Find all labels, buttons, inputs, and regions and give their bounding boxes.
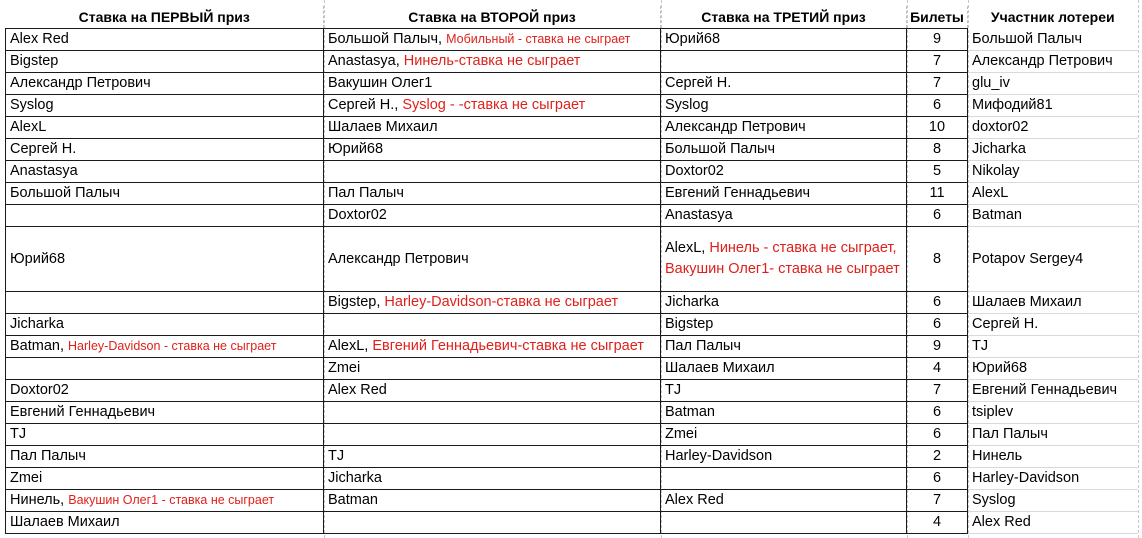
bet-note: Harley-Davidson - ставка не сыграет bbox=[68, 339, 277, 353]
tickets-cell[interactable] bbox=[907, 314, 968, 336]
bet-note: Вакушин Олег1 - ставка не сыграет bbox=[68, 493, 275, 507]
table-row bbox=[6, 161, 1138, 183]
third-prize-cell[interactable] bbox=[661, 358, 907, 380]
participant-name: Мифодий81 bbox=[972, 97, 1053, 113]
bet-name: Александр Петрович bbox=[328, 250, 469, 267]
participant-name: doxtor02 bbox=[972, 119, 1029, 135]
table-row bbox=[6, 336, 1138, 358]
bet-note: Нинель-ставка не сыграет bbox=[403, 53, 581, 69]
first-prize-cell[interactable] bbox=[6, 139, 324, 161]
bet-name: Alex Red bbox=[328, 382, 387, 398]
bet-name: Александр Петрович bbox=[10, 75, 151, 91]
table-row bbox=[6, 512, 1138, 534]
second-prize-cell[interactable] bbox=[324, 161, 661, 183]
participant-cell[interactable] bbox=[968, 73, 1138, 95]
bet-name: AlexL, bbox=[328, 338, 373, 354]
participant-cell[interactable] bbox=[968, 183, 1138, 205]
participant-name: Syslog bbox=[972, 492, 1016, 508]
third-prize-cell[interactable] bbox=[661, 380, 907, 402]
ticket-count: 7 bbox=[932, 492, 942, 508]
tickets-cell[interactable] bbox=[907, 95, 968, 117]
bet-name: Bigstep bbox=[665, 316, 714, 332]
third-prize-cell[interactable] bbox=[661, 490, 907, 512]
ticket-count: 6 bbox=[932, 207, 942, 223]
bet-name: Anastasya bbox=[10, 163, 78, 179]
table-row bbox=[6, 227, 1138, 292]
participant-name: tsiplev bbox=[972, 404, 1014, 420]
second-prize-cell[interactable] bbox=[324, 205, 661, 227]
tickets-cell[interactable] bbox=[907, 490, 968, 512]
header-row bbox=[6, 6, 1138, 29]
header-first-prize[interactable]: Ставка на ПЕРВЫЙ приз bbox=[6, 6, 324, 29]
first-prize-cell[interactable] bbox=[6, 512, 324, 534]
third-prize-cell[interactable] bbox=[661, 205, 907, 227]
first-prize-cell[interactable] bbox=[6, 73, 324, 95]
participant-name: Nikolay bbox=[972, 163, 1020, 179]
header-participant[interactable]: Участник лотереи bbox=[990, 9, 1115, 26]
bet-note: Мобильный - ставка не сыграет bbox=[446, 32, 631, 46]
third-prize-cell[interactable] bbox=[661, 29, 907, 51]
bet-name: Syslog bbox=[665, 97, 709, 113]
table-row bbox=[6, 73, 1138, 95]
table-row bbox=[6, 314, 1138, 336]
second-prize-cell[interactable] bbox=[324, 512, 661, 534]
bet-name: Doxtor02 bbox=[10, 382, 69, 398]
participant-cell[interactable] bbox=[968, 358, 1138, 380]
bet-name: Юрий68 bbox=[665, 31, 721, 47]
tickets-cell[interactable] bbox=[907, 183, 968, 205]
bet-name: Jicharka bbox=[10, 316, 64, 332]
first-prize-cell[interactable] bbox=[6, 468, 324, 490]
bet-name: TJ bbox=[10, 426, 27, 442]
third-prize-cell[interactable] bbox=[661, 292, 907, 314]
participant-name: Пал Палыч bbox=[972, 426, 1048, 442]
bet-name: Евгений Геннадьевич bbox=[10, 404, 156, 420]
ticket-count: 5 bbox=[932, 163, 942, 179]
table-row bbox=[6, 117, 1138, 139]
second-prize-cell[interactable] bbox=[324, 380, 661, 402]
bet-name: Евгений Геннадьевич bbox=[665, 185, 811, 201]
third-prize-cell[interactable] bbox=[661, 73, 907, 95]
second-prize-cell[interactable] bbox=[324, 95, 661, 117]
tickets-cell[interactable] bbox=[907, 336, 968, 358]
first-prize-cell[interactable] bbox=[6, 227, 324, 292]
tickets-cell[interactable] bbox=[907, 424, 968, 446]
participant-cell[interactable] bbox=[968, 512, 1138, 534]
bet-name: Zmei bbox=[10, 470, 43, 486]
header-third-prize[interactable]: Ставка на ТРЕТИЙ приз bbox=[661, 6, 907, 29]
second-prize-cell[interactable] bbox=[324, 446, 661, 468]
bet-name: Шалаев Михаил bbox=[665, 360, 775, 376]
bet-name: Alex Red bbox=[10, 31, 69, 47]
tickets-cell[interactable] bbox=[907, 29, 968, 51]
bet-name: TJ bbox=[328, 448, 345, 464]
first-prize-cell[interactable] bbox=[6, 292, 324, 314]
second-prize-cell[interactable] bbox=[324, 336, 661, 358]
first-prize-cell[interactable] bbox=[6, 161, 324, 183]
table-row bbox=[6, 468, 1138, 490]
second-prize-cell[interactable] bbox=[324, 183, 661, 205]
bet-name: AlexL bbox=[10, 119, 47, 135]
bet-name: AlexL, bbox=[665, 239, 710, 256]
first-prize-cell[interactable] bbox=[6, 51, 324, 73]
participant-name: Нинель bbox=[972, 448, 1023, 464]
table-row bbox=[6, 380, 1138, 402]
table-row bbox=[6, 29, 1138, 51]
first-prize-cell[interactable] bbox=[6, 117, 324, 139]
ticket-count: 6 bbox=[932, 316, 942, 332]
third-prize-cell[interactable] bbox=[661, 468, 907, 490]
ticket-count: 6 bbox=[932, 404, 942, 420]
bet-name: TJ bbox=[665, 382, 682, 398]
table-row bbox=[6, 292, 1138, 314]
first-prize-cell[interactable] bbox=[6, 29, 324, 51]
bet-name: Jicharka bbox=[665, 294, 719, 310]
bet-name: Пал Палыч bbox=[328, 185, 404, 201]
bet-name: Bigstep, bbox=[328, 294, 385, 310]
participant-cell[interactable] bbox=[968, 380, 1138, 402]
tickets-cell[interactable] bbox=[907, 512, 968, 534]
table-row bbox=[6, 424, 1138, 446]
second-prize-cell[interactable] bbox=[324, 402, 661, 424]
tickets-cell[interactable] bbox=[907, 358, 968, 380]
participant-name: Евгений Геннадьевич bbox=[972, 382, 1118, 398]
header-tickets[interactable]: Билеты bbox=[907, 6, 968, 29]
tickets-cell[interactable] bbox=[907, 51, 968, 73]
bet-name: Harley-Davidson bbox=[665, 448, 773, 464]
bet-name: Большой Палыч bbox=[665, 141, 776, 157]
participant-cell[interactable] bbox=[968, 314, 1138, 336]
participant-name: Batman bbox=[972, 207, 1022, 223]
participant-cell[interactable] bbox=[968, 292, 1138, 314]
third-prize-cell[interactable] bbox=[661, 183, 907, 205]
first-prize-cell[interactable] bbox=[6, 205, 324, 227]
participant-cell[interactable] bbox=[968, 95, 1138, 117]
bet-name: Шалаев Михаил bbox=[328, 119, 438, 135]
tickets-cell[interactable] bbox=[907, 468, 968, 490]
first-prize-cell[interactable] bbox=[6, 358, 324, 380]
table-row bbox=[6, 51, 1138, 73]
table-row bbox=[6, 205, 1138, 227]
bet-name: Batman bbox=[328, 492, 378, 508]
bet-name: Zmei bbox=[665, 426, 698, 442]
first-prize-cell[interactable] bbox=[6, 95, 324, 117]
tickets-cell[interactable] bbox=[907, 205, 968, 227]
ticket-count: 7 bbox=[932, 75, 942, 91]
lottery-table bbox=[5, 6, 1138, 534]
participant-cell[interactable] bbox=[968, 490, 1138, 512]
third-prize-cell[interactable] bbox=[661, 336, 907, 358]
bet-name: Большой Палыч bbox=[10, 185, 121, 201]
participant-cell[interactable] bbox=[968, 117, 1138, 139]
table-row bbox=[6, 139, 1138, 161]
third-prize-cell[interactable] bbox=[661, 161, 907, 183]
tickets-cell[interactable] bbox=[907, 380, 968, 402]
third-prize-cell[interactable] bbox=[661, 314, 907, 336]
participant-cell[interactable] bbox=[968, 424, 1138, 446]
first-prize-cell[interactable] bbox=[6, 402, 324, 424]
ticket-count: 2 bbox=[932, 448, 942, 464]
bet-name: Большой Палыч, bbox=[328, 31, 447, 47]
ticket-count: 6 bbox=[932, 470, 942, 486]
bet-note: Syslog - -ставка не сыграет bbox=[402, 97, 586, 113]
tickets-cell[interactable] bbox=[907, 402, 968, 424]
third-prize-cell[interactable] bbox=[661, 95, 907, 117]
first-prize-cell[interactable] bbox=[6, 446, 324, 468]
bet-name: Batman bbox=[665, 404, 715, 420]
tickets-cell[interactable] bbox=[907, 139, 968, 161]
bet-name: Сергей Н., bbox=[328, 97, 403, 113]
third-prize-cell[interactable] bbox=[661, 51, 907, 73]
tickets-cell[interactable] bbox=[907, 227, 968, 292]
ticket-count: 6 bbox=[932, 97, 942, 113]
bet-note: Евгений Геннадьевич-ставка не сыграет bbox=[372, 338, 644, 354]
participant-name: glu_iv bbox=[972, 75, 1010, 91]
second-prize-cell[interactable] bbox=[324, 73, 661, 95]
first-prize-cell[interactable] bbox=[6, 380, 324, 402]
bet-name: Alex Red bbox=[665, 492, 724, 508]
bet-name: Doxtor02 bbox=[665, 163, 724, 179]
ticket-count: 7 bbox=[932, 382, 942, 398]
bet-note: Harley-Davidson-ставка не сыграет bbox=[384, 294, 619, 310]
bet-name: Сергей Н. bbox=[665, 75, 732, 91]
participant-name: TJ bbox=[972, 338, 989, 354]
second-prize-cell[interactable] bbox=[324, 292, 661, 314]
table-row bbox=[6, 402, 1138, 424]
bet-name: Нинель, bbox=[10, 492, 69, 508]
bet-name: Jicharka bbox=[328, 470, 382, 486]
ticket-count: 8 bbox=[932, 141, 942, 157]
first-prize-cell[interactable] bbox=[6, 424, 324, 446]
bet-name: Юрий68 bbox=[10, 250, 66, 267]
ticket-count: 10 bbox=[928, 119, 946, 135]
second-prize-cell[interactable] bbox=[324, 29, 661, 51]
bet-name: Doxtor02 bbox=[328, 207, 387, 223]
bet-name: Пал Палыч bbox=[665, 338, 741, 354]
table-row bbox=[6, 95, 1138, 117]
third-prize-cell[interactable] bbox=[661, 227, 907, 292]
column-gridline bbox=[1138, 0, 1139, 538]
tickets-cell[interactable] bbox=[907, 161, 968, 183]
first-prize-cell[interactable] bbox=[6, 490, 324, 512]
participant-name: Сергей Н. bbox=[972, 316, 1039, 332]
third-prize-cell[interactable] bbox=[661, 446, 907, 468]
bet-name: Anastasya, bbox=[328, 53, 404, 69]
second-prize-cell[interactable] bbox=[324, 227, 661, 292]
second-prize-cell[interactable] bbox=[324, 139, 661, 161]
participant-cell[interactable] bbox=[968, 161, 1138, 183]
ticket-count: 9 bbox=[932, 31, 942, 47]
third-prize-cell[interactable] bbox=[661, 117, 907, 139]
header-second-prize[interactable]: Ставка на ВТОРОЙ приз bbox=[324, 6, 661, 29]
participant-cell[interactable] bbox=[968, 205, 1138, 227]
participant-name: Александр Петрович bbox=[972, 53, 1113, 69]
participant-cell[interactable] bbox=[968, 227, 1138, 292]
first-prize-cell[interactable] bbox=[6, 336, 324, 358]
third-prize-cell[interactable] bbox=[661, 139, 907, 161]
ticket-count: 7 bbox=[932, 53, 942, 69]
participant-cell[interactable] bbox=[968, 336, 1138, 358]
participant-name: Шалаев Михаил bbox=[972, 294, 1082, 310]
bet-name: Юрий68 bbox=[328, 141, 384, 157]
bet-name: Вакушин Олег1 bbox=[328, 75, 433, 91]
table-row bbox=[6, 358, 1138, 380]
bet-note: Нинель - ставка не сыграет, bbox=[709, 239, 897, 256]
table-row bbox=[6, 490, 1138, 512]
second-prize-cell[interactable] bbox=[324, 424, 661, 446]
ticket-count: 6 bbox=[932, 426, 942, 442]
participant-cell[interactable] bbox=[968, 139, 1138, 161]
ticket-count: 9 bbox=[932, 338, 942, 354]
participant-name: Potapov Sergey4 bbox=[972, 250, 1084, 267]
bet-name: Zmei bbox=[328, 360, 361, 376]
tickets-cell[interactable] bbox=[907, 446, 968, 468]
bet-name: Batman, bbox=[10, 338, 69, 354]
tickets-cell[interactable] bbox=[907, 292, 968, 314]
ticket-count: 8 bbox=[932, 250, 942, 267]
participant-cell[interactable] bbox=[968, 468, 1138, 490]
second-prize-cell[interactable] bbox=[324, 468, 661, 490]
first-prize-cell[interactable] bbox=[6, 314, 324, 336]
table-row bbox=[6, 183, 1138, 205]
second-prize-cell[interactable] bbox=[324, 117, 661, 139]
third-prize-cell[interactable] bbox=[661, 424, 907, 446]
bet-name: Syslog bbox=[10, 97, 54, 113]
third-prize-cell[interactable] bbox=[661, 402, 907, 424]
tickets-cell[interactable] bbox=[907, 117, 968, 139]
participant-cell[interactable] bbox=[968, 51, 1138, 73]
bet-note: Вакушин Олег1- ставка не сыграет bbox=[665, 261, 900, 277]
bet-name: Anastasya bbox=[665, 207, 733, 223]
bet-name: Сергей Н. bbox=[10, 141, 77, 157]
third-prize-cell[interactable] bbox=[661, 512, 907, 534]
first-prize-cell[interactable] bbox=[6, 183, 324, 205]
second-prize-cell[interactable] bbox=[324, 314, 661, 336]
participant-name: Jicharka bbox=[972, 141, 1026, 157]
ticket-count: 11 bbox=[929, 185, 945, 201]
second-prize-cell[interactable] bbox=[324, 490, 661, 512]
bet-name: Александр Петрович bbox=[665, 119, 806, 135]
participant-cell[interactable] bbox=[968, 402, 1138, 424]
bet-name: Пал Палыч bbox=[10, 448, 86, 464]
ticket-count: 6 bbox=[932, 294, 942, 310]
tickets-cell[interactable] bbox=[907, 73, 968, 95]
second-prize-cell[interactable] bbox=[324, 51, 661, 73]
participant-name: Большой Палыч bbox=[972, 30, 1083, 47]
participant-cell[interactable] bbox=[968, 29, 1138, 51]
participant-cell[interactable] bbox=[968, 446, 1138, 468]
participant-name: Юрий68 bbox=[972, 360, 1028, 376]
participant-name: AlexL bbox=[972, 185, 1009, 201]
participant-name: Alex Red bbox=[972, 514, 1031, 530]
bet-name: Шалаев Михаил bbox=[10, 514, 120, 530]
participant-name: Harley-Davidson bbox=[972, 470, 1080, 486]
table-row bbox=[6, 446, 1138, 468]
ticket-count: 4 bbox=[932, 514, 942, 530]
ticket-count: 4 bbox=[932, 360, 942, 376]
second-prize-cell[interactable] bbox=[324, 358, 661, 380]
bet-name: Bigstep bbox=[10, 53, 59, 69]
